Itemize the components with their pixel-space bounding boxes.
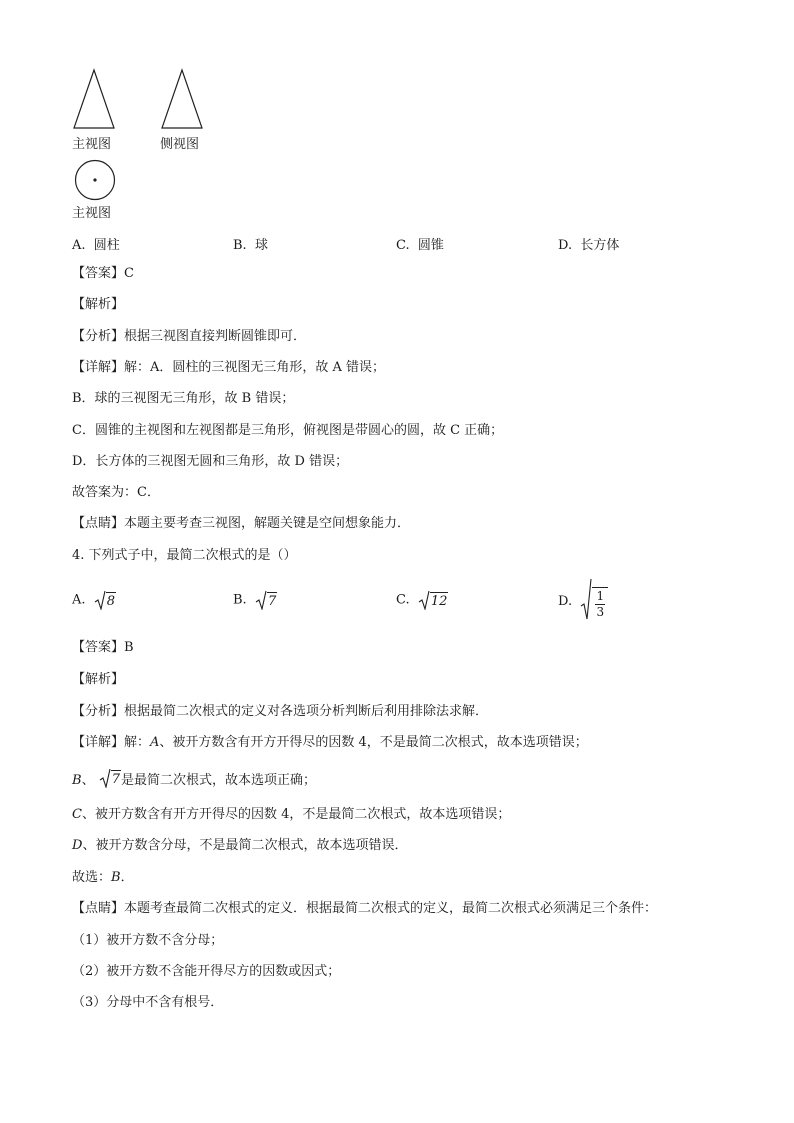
q3-fenxi: 【分析】根据三视图直接判断圆锥即可． (72, 329, 307, 344)
q4-option-a: A. 8 (72, 590, 116, 610)
q4-detail-a: 【详解】解：A、被开方数含有开方开得尽的因数 4，不是最简二次根式，故本选项错误； (72, 735, 588, 750)
radical-sign-icon (580, 578, 592, 620)
q3-option-a: A. 圆柱 (72, 238, 120, 253)
q4-option-b: B. 7 (233, 590, 277, 610)
sqrt-8: 8 (94, 590, 116, 610)
radical-sign-icon (418, 590, 430, 610)
top-view-label: 主视图 (72, 206, 112, 221)
front-view-label: 主视图 (72, 137, 112, 152)
q4-fenxi: 【分析】根据最简二次根式的定义对各选项分析判断后利用排除法求解． (72, 704, 489, 719)
front-view-triangle (72, 68, 116, 130)
q3-detail-4: D．长方体的三视图无圆和三角形，故 D 错误； (72, 454, 349, 469)
sqrt-12: 12 (418, 590, 449, 610)
sqrt-7-inline: 7 (99, 768, 121, 788)
q4-condition-1: （1）被开方数不含分母； (72, 933, 224, 948)
q4-condition-3: （3）分母中不含有根号． (72, 995, 224, 1010)
q4-condition-2: （2）被开方数不含能开得尽方的因数或因式； (72, 964, 341, 979)
q4-detail-b: B、 7 是最简二次根式，故本选项正确； (72, 768, 316, 790)
q3-detail-1: 【详解】解：A．圆柱的三视图无三角形，故 A 错误； (72, 360, 386, 375)
top-view-circle (73, 159, 117, 201)
side-view-label: 侧视图 (160, 137, 200, 152)
q3-answer: 【答案】C (72, 266, 134, 281)
q3-jiexi: 【解析】 (72, 297, 125, 312)
q4-option-c: C. 12 (396, 590, 448, 610)
q3-option-b: B. 球 (233, 238, 268, 253)
radical-sign-icon (99, 768, 111, 788)
q4-jiexi: 【解析】 (72, 672, 125, 687)
radical-sign-icon (255, 590, 267, 610)
q4-question: 4. 下列式子中，最简二次根式的是（） (72, 548, 297, 563)
sqrt-7: 7 (255, 590, 277, 610)
q3-option-c: C. 圆锥 (396, 238, 444, 253)
q3-conclusion: 故答案为：C． (72, 485, 160, 500)
q4-detail-c: C、被开方数含有开方开得尽的因数 4，不是最简二次根式，故本选项错误； (72, 807, 511, 822)
q4-option-d: D. 1 3 (558, 578, 608, 620)
q3-detail-2: B．球的三视图无三角形，故 B 错误； (72, 391, 295, 406)
q3-dianjing: 【点睛】本题主要考查三视图，解题关键是空间想象能力． (72, 516, 411, 531)
q4-dianjing: 【点睛】本题考查最简二次根式的定义．根据最简二次根式的定义，最简二次根式必须满足三个条件： (72, 901, 658, 916)
q4-conclusion: 故选：B． (72, 870, 134, 885)
sqrt-one-third: 1 3 (580, 578, 608, 620)
side-view-triangle (160, 68, 204, 130)
radical-sign-icon (94, 590, 106, 610)
q4-detail-d: D、被开方数含分母，不是最简二次根式，故本选项错误． (72, 838, 408, 853)
q3-detail-3: C．圆锥的主视图和左视图都是三角形，俯视图是带圆心的圆，故 C 正确； (72, 423, 504, 438)
q4-answer: 【答案】B (72, 640, 134, 655)
q3-option-d: D. 长方体 (558, 238, 620, 253)
